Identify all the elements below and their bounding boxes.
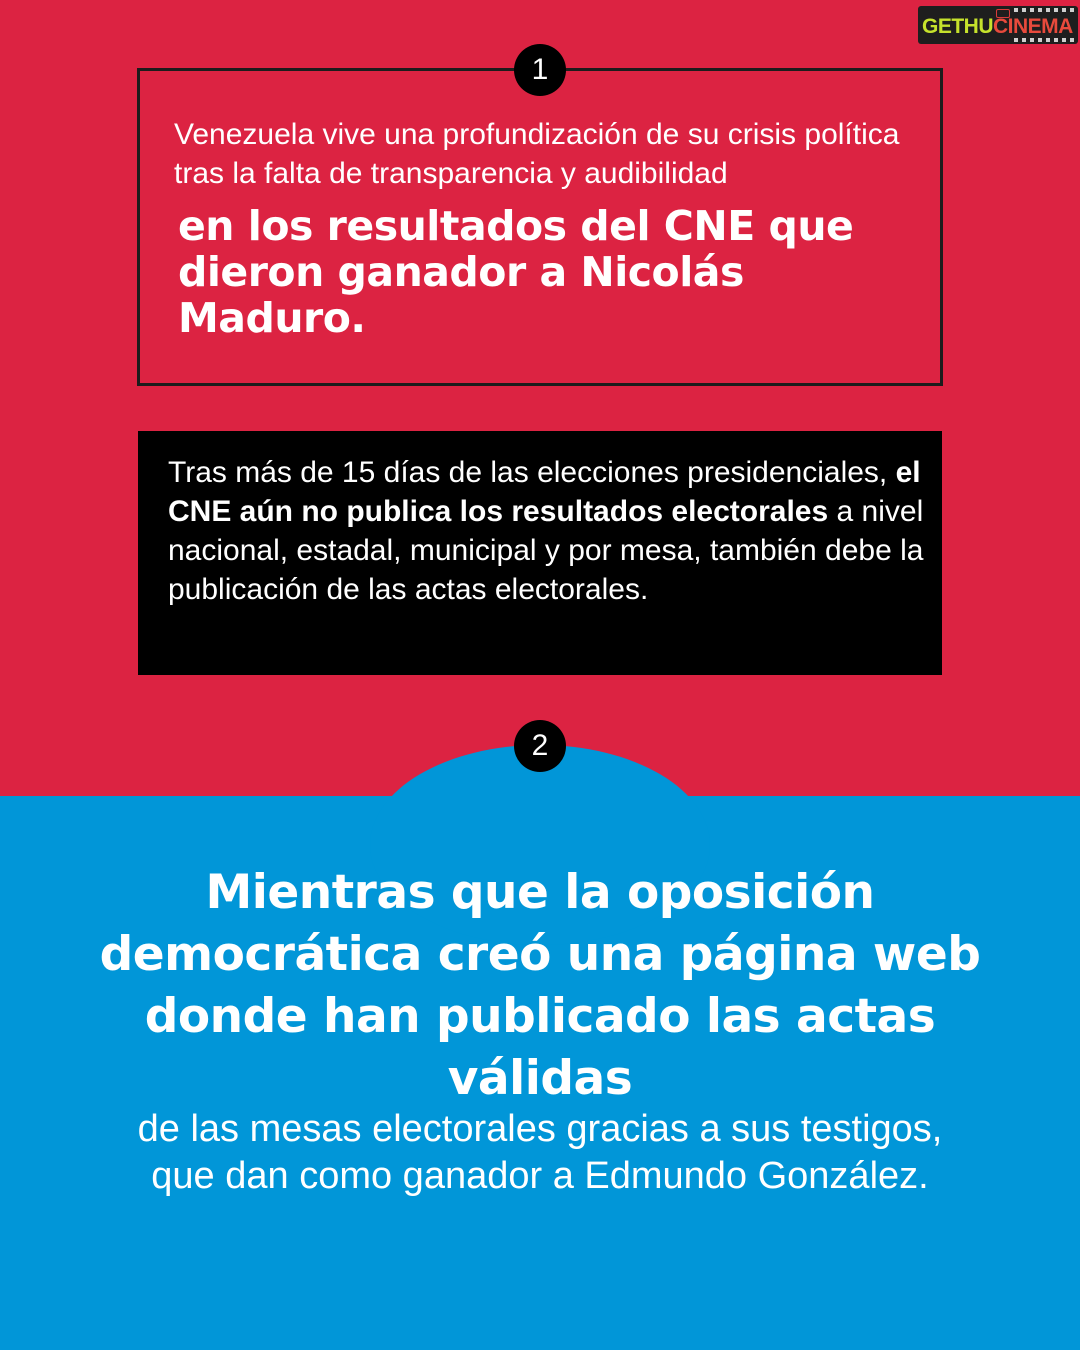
- cne-status-text-end: a nivel nacional, estadal, municipal y por mesa, también debe la publicación de las actas electorales.: [168, 495, 924, 606]
- cne-status-text: [168, 453, 928, 609]
- section2-headline: Mientras que la oposición democrática creó una página web donde han publicado las actas válidas: [99, 865, 981, 1106]
- logo-wordmark: [922, 16, 1073, 38]
- logo-text-cinema: CINEMA: [993, 15, 1073, 38]
- cne-status-text-start: Tras más de 15 días de las elecciones presidenciales,: [168, 456, 896, 489]
- section1-headline: en los resultados del CNE que dieron ganador a Nicolás Maduro.: [178, 202, 854, 342]
- section1-number-badge: 1: [514, 44, 566, 96]
- logo-text-gethu: GETHU: [922, 15, 993, 38]
- section1-intro-text: Venezuela vive una profundización de su crisis política tras la falta de transparencia y audibilidad: [174, 118, 900, 190]
- gethu-cinema-logo: [918, 6, 1078, 44]
- cne-status-box: [138, 431, 942, 675]
- film-strip-bottom-icon: [1014, 38, 1074, 42]
- section2-body-text: de las mesas electorales gracias a sus testigos, que dan como ganador a Edmundo González.: [137, 1108, 943, 1197]
- section2-number-badge: 2: [514, 720, 566, 772]
- cne-status-text-bold: el CNE aún no publica los resultados electorales: [168, 456, 921, 528]
- film-strip-top-icon: [1014, 8, 1074, 12]
